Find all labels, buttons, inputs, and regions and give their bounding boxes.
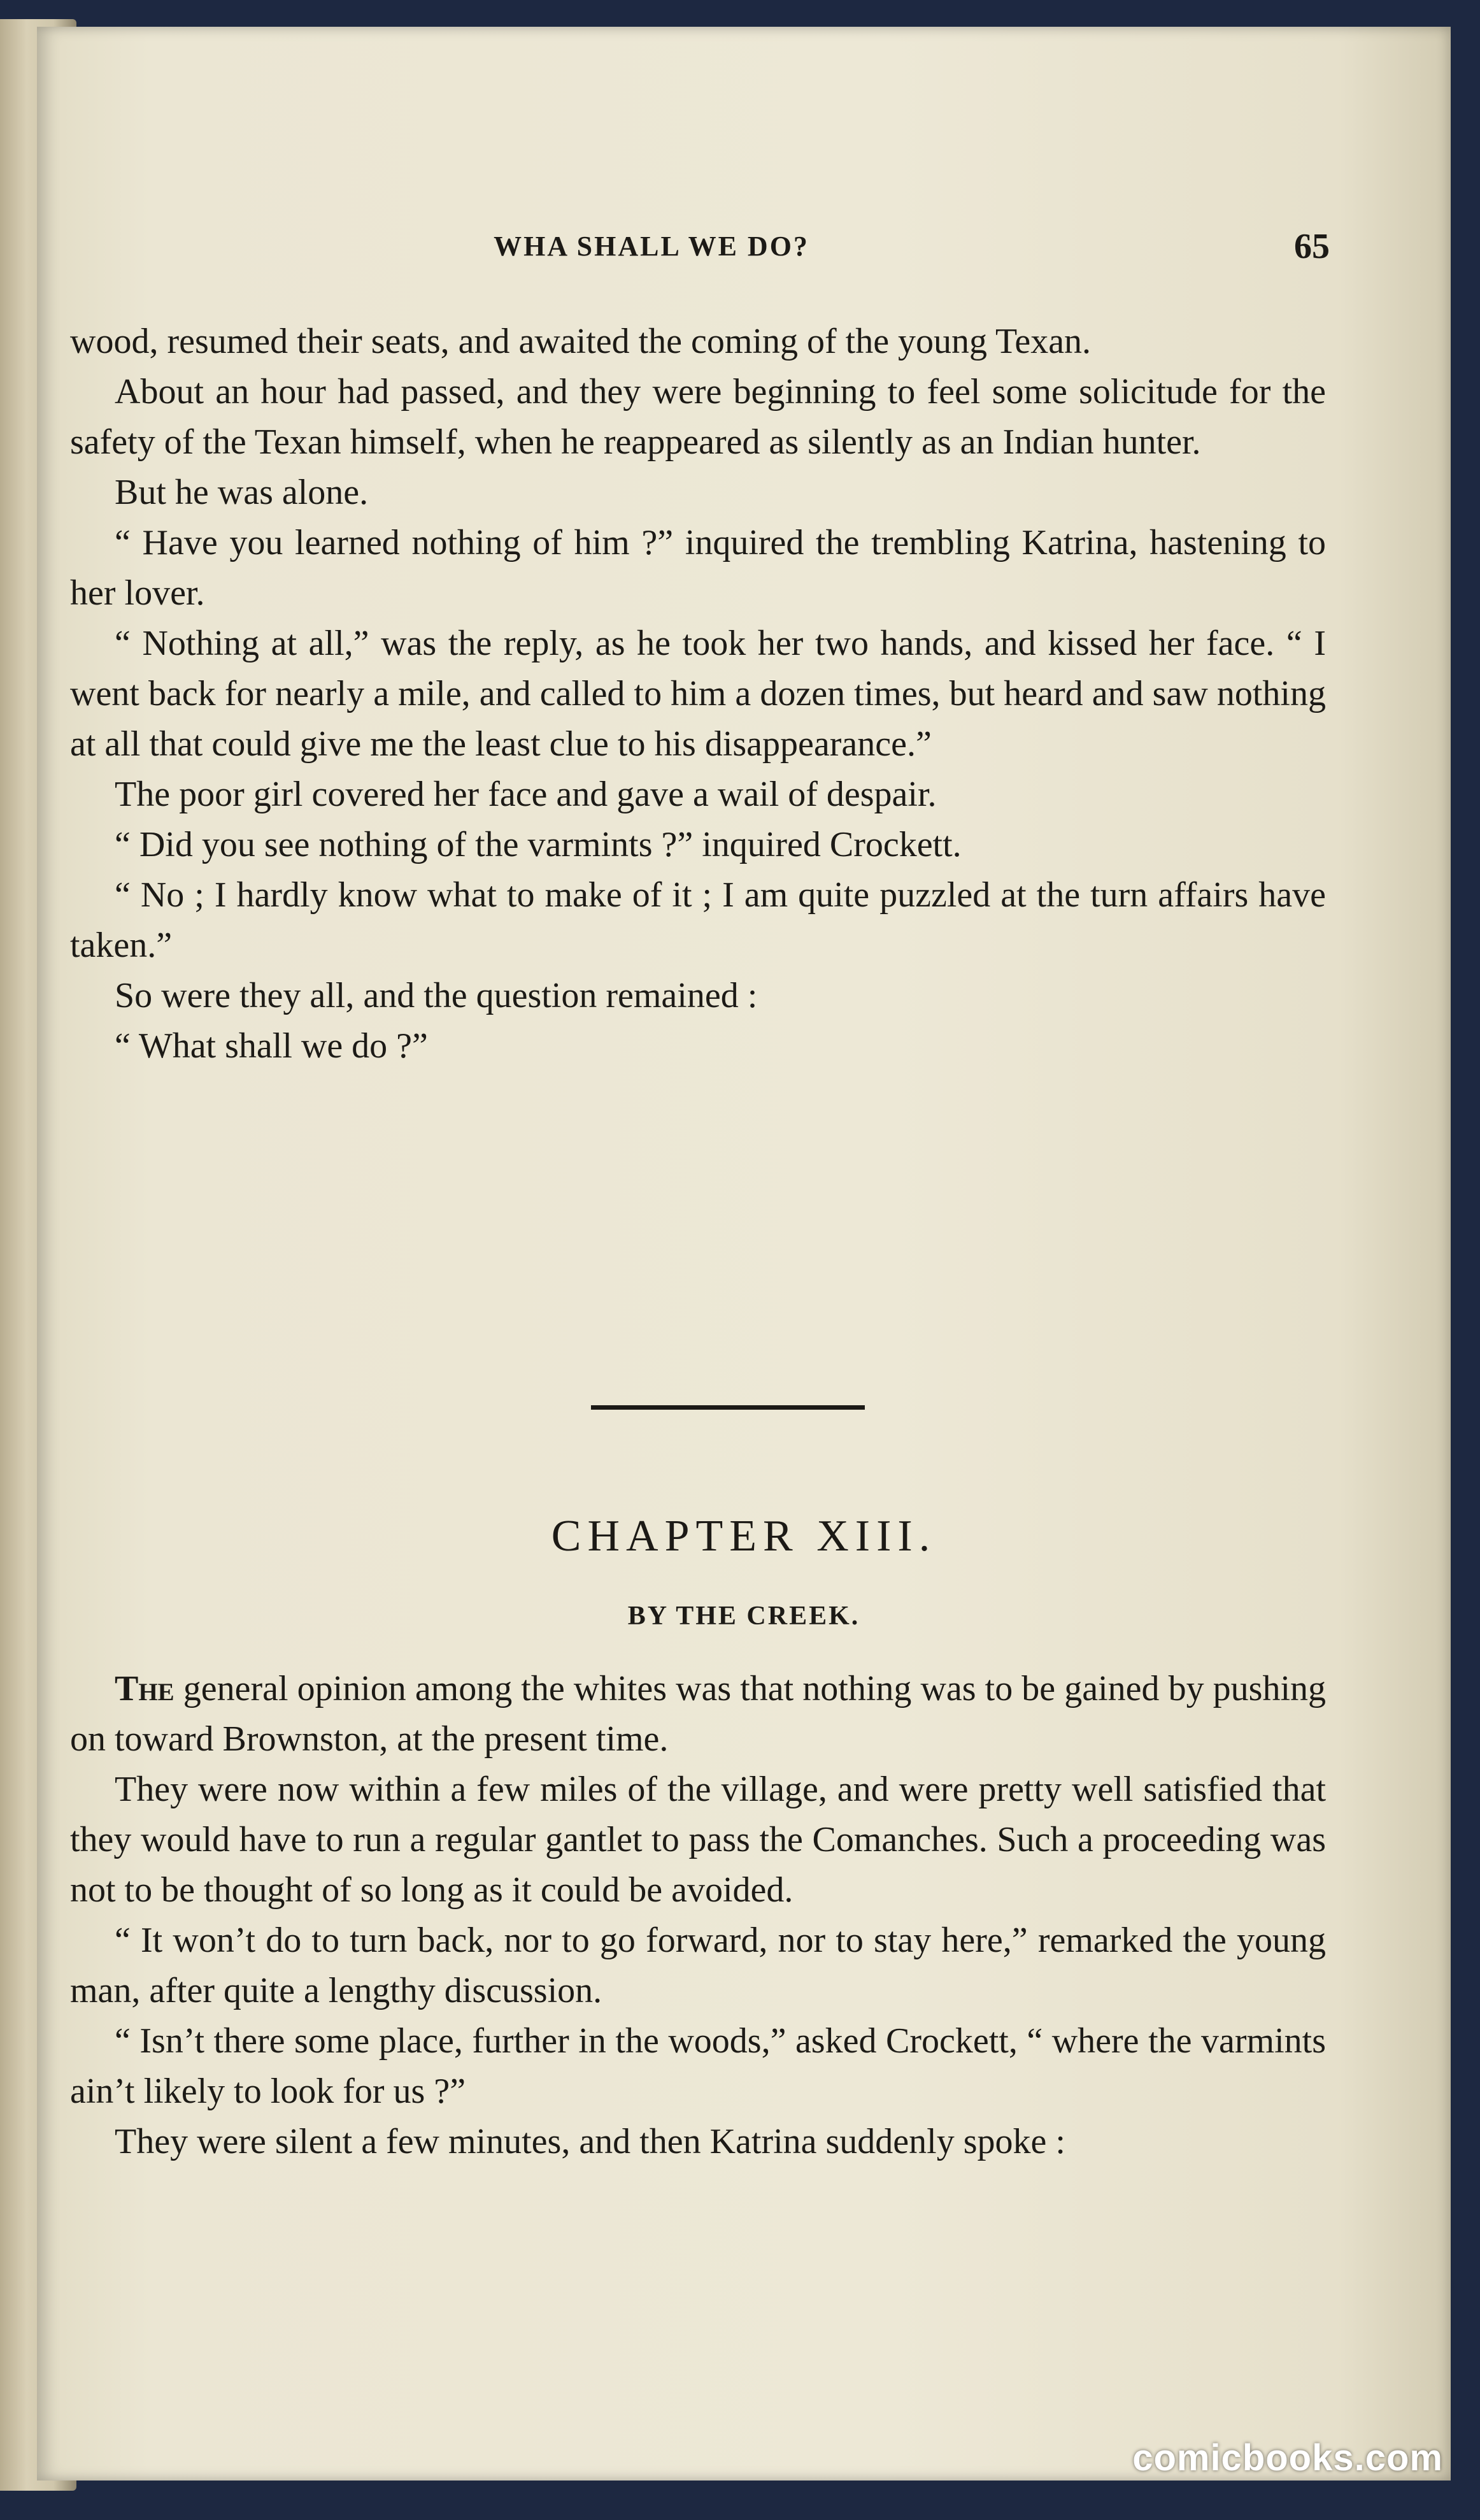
paragraph: “ Isn’t there some place, further in the woods,” asked Crockett, “ where the varmints ain’t likely to look for us ?” xyxy=(70,2021,1326,2111)
paragraph: “ Nothing at all,” was the reply, as he took her two hands, and kissed her face. “ I went back for nearly a mile, and called to him a dozen times, but heard and saw nothing at all that could give me the least clue to his disappearance.” xyxy=(70,624,1326,764)
page-header xyxy=(37,218,1451,275)
paragraph: “ Did you see nothing of the varmints ?” inquired Crockett. xyxy=(115,825,962,864)
paragraph: The poor girl covered her face and gave a wail of despair. xyxy=(115,775,937,814)
paragraph: “ No ; I hardly know what to make of it ; I am quite puzzled at the turn affairs have taken.” xyxy=(70,875,1326,965)
chapter-title: CHAPTER XIII. xyxy=(551,1512,937,1561)
paragraph: So were they all, and the question remained : xyxy=(115,976,758,1015)
chapter-subtitle: BY THE CREEK. xyxy=(627,1601,860,1631)
paragraph-text: general opinion among the whites was that nothing was to be gained by pushing on toward Brownston, at the present time. xyxy=(70,1669,1326,1759)
book-page xyxy=(37,27,1451,2481)
paragraph: They were now within a few miles of the village, and were pretty well satisfied that they would have to run a regular gantlet to pass the Comanches. Such a proceeding was not to be thought of so long as it could be avoided. xyxy=(70,1770,1326,1910)
running-head: WHA SHALL WE DO? xyxy=(494,231,809,262)
lead-word: The xyxy=(115,1669,174,1708)
paragraph xyxy=(70,1664,1326,1765)
paragraph: “ What shall we do ?” xyxy=(115,1026,428,1066)
watermark: comicbooks.com xyxy=(1132,2437,1443,2479)
page-number: 65 xyxy=(1294,227,1330,266)
paragraph: But he was alone. xyxy=(115,473,369,512)
paragraph: wood, resumed their seats, and awaited the coming of the young Texan. xyxy=(70,322,1092,361)
paragraph: “ Have you learned nothing of him ?” inquired the trembling Katrina, hastening to her lover. xyxy=(70,523,1326,613)
text-block-chapter xyxy=(70,1664,1326,2167)
section-divider xyxy=(591,1405,865,1410)
paragraph: They were silent a few minutes, and then Katrina suddenly spoke : xyxy=(115,2122,1065,2161)
text-block-continued xyxy=(70,317,1326,1071)
paragraph: “ It won’t do to turn back, nor to go forward, nor to stay here,” remarked the young man, after quite a lengthy discussion. xyxy=(70,1921,1326,2010)
paragraph: About an hour had passed, and they were beginning to feel some solicitude for the safety of the Texan himself, when he reappeared as silently as an Indian hunter. xyxy=(70,372,1326,462)
